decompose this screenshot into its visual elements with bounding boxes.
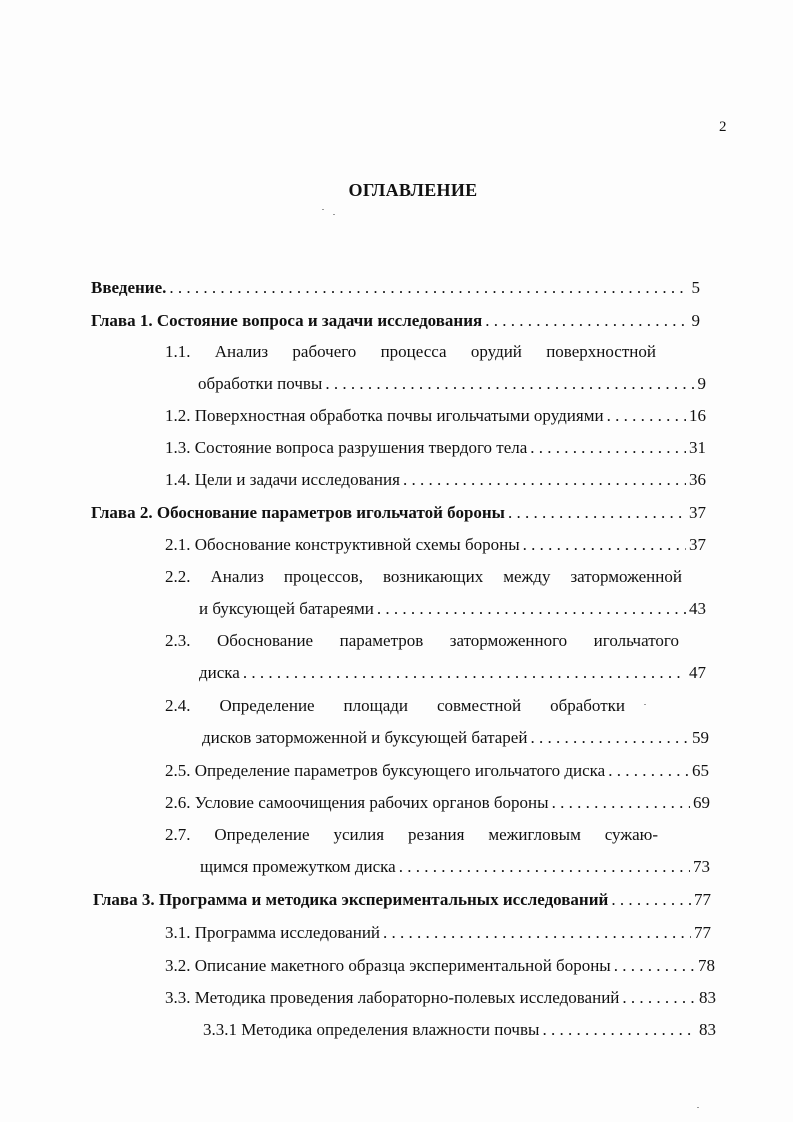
entry-page: 9 — [697, 374, 706, 393]
toc-entry-2-7-line1[interactable] — [165, 824, 658, 846]
entry-text: 3.3. Методика проведения лабораторно-полевых исследований — [165, 988, 620, 1007]
entry-page: 37 — [689, 535, 706, 554]
toc-entry-1-4[interactable] — [165, 469, 706, 491]
dot-leader — [383, 922, 691, 944]
entry-num: 1.1. — [165, 342, 191, 361]
entry-text: 1.4. Цели и задачи исследования — [165, 470, 400, 489]
entry-text: Глава 3. Программа и методика экспериментальных исследований — [93, 890, 609, 909]
dot-leader — [622, 987, 696, 1009]
entry-page: 43 — [689, 599, 706, 618]
entry-page: 83 — [699, 1020, 716, 1039]
entry-word: сужаю- — [604, 825, 658, 844]
toc-entry-chapter-1[interactable] — [91, 310, 700, 332]
dot-leader — [377, 598, 686, 620]
scan-speck — [333, 214, 335, 215]
toc-entry-1-2[interactable] — [165, 405, 706, 427]
dot-leader — [614, 955, 695, 977]
toc-entry-2-1[interactable] — [165, 534, 706, 556]
toc-entry-2-2-line2[interactable] — [199, 598, 706, 620]
toc-entry-3-3[interactable] — [165, 987, 716, 1009]
dot-leader — [607, 405, 686, 427]
entry-page: 31 — [689, 438, 706, 457]
entry-page: 69 — [693, 793, 710, 812]
toc-entry-1-1-line2[interactable] — [198, 373, 706, 395]
dot-leader — [403, 469, 686, 491]
entry-page: 36 — [689, 470, 706, 489]
dot-leader — [485, 310, 688, 332]
entry-word: параметров — [339, 631, 424, 650]
dot-leader — [399, 856, 690, 878]
entry-word: межигловым — [488, 825, 581, 844]
entry-word: Анализ — [214, 342, 269, 361]
entry-text: обработки почвы — [198, 374, 323, 393]
toc-entry-3-1[interactable] — [165, 922, 711, 944]
toc-entry-1-1-line1[interactable] — [165, 341, 656, 363]
entry-text: диска — [199, 663, 240, 682]
toc-title: ОГЛАВЛЕНИЕ — [348, 180, 478, 200]
entry-page: 37 — [689, 503, 706, 522]
toc-entry-2-5[interactable] — [165, 760, 709, 782]
toc-entry-1-3[interactable] — [165, 437, 706, 459]
toc-entry-2-7-line2[interactable] — [200, 856, 710, 878]
entry-text: 1.2. Поверхностная обработка почвы игольчатыми орудиями — [165, 406, 604, 425]
entry-word: площади — [343, 696, 409, 715]
toc-entry-2-4-line2[interactable] — [202, 727, 709, 749]
toc-entry-2-3-line1[interactable] — [165, 630, 679, 652]
dot-leader — [552, 792, 690, 814]
entry-page: 59 — [692, 728, 709, 747]
entry-word: обработки — [550, 696, 625, 715]
entry-page: 77 — [694, 890, 711, 909]
entry-text: 3.1. Программа исследований — [165, 923, 381, 942]
entry-word: орудий — [470, 342, 522, 361]
dot-leader — [611, 889, 691, 911]
toc-entry-2-2-line1[interactable] — [165, 566, 682, 588]
entry-word: Определение — [214, 825, 310, 844]
entry-word: процессов, — [283, 567, 363, 586]
entry-text: 3.2. Описание макетного образца экспериментальной бороны — [165, 956, 611, 975]
page-number: 2 — [719, 119, 727, 135]
entry-text: 2.5. Определение параметров буксующего игольчатого диска — [165, 761, 606, 780]
scan-speck — [697, 1107, 699, 1108]
entry-page: 9 — [691, 311, 700, 330]
entry-num: 2.4. — [165, 696, 191, 715]
dot-leader — [508, 502, 686, 524]
entry-word: совместной — [436, 696, 522, 715]
dot-leader — [542, 1019, 696, 1041]
entry-text: 3.3.1 Методика определения влажности почвы — [203, 1020, 540, 1039]
toc-entry-2-3-line2[interactable] — [199, 662, 706, 684]
toc-entry-2-6[interactable] — [165, 792, 710, 814]
entry-page: 5 — [691, 278, 700, 297]
entry-page: 77 — [694, 923, 711, 942]
entry-word: поверхностной — [546, 342, 656, 361]
toc-entry-2-4-line1[interactable] — [165, 695, 625, 717]
entry-word: Определение — [219, 696, 315, 715]
entry-word: Анализ — [210, 567, 264, 586]
entry-word: между — [503, 567, 551, 586]
dot-leader — [530, 727, 689, 749]
toc-entry-3-2[interactable] — [165, 955, 715, 977]
dot-leader — [325, 373, 694, 395]
entry-num: 2.7. — [165, 825, 191, 844]
scan-speck — [322, 209, 324, 210]
scan-speck — [644, 704, 646, 705]
entry-num: 2.2. — [165, 567, 191, 586]
entry-text: 2.1. Обоснование конструктивной схемы бороны — [165, 535, 520, 554]
entry-text: Глава 2. Обоснование параметров игольчатой бороны — [91, 503, 505, 522]
dot-leader — [523, 534, 686, 556]
entry-text: 2.6. Условие самоочищения рабочих органов бороны — [165, 793, 549, 812]
entry-text: дисков заторможенной и буксующей батарей — [202, 728, 528, 747]
entry-page: 65 — [692, 761, 709, 780]
entry-num: 2.3. — [165, 631, 191, 650]
entry-page: 83 — [699, 988, 716, 1007]
entry-word: Обоснование — [217, 631, 314, 650]
entry-page: 73 — [693, 857, 710, 876]
entry-word: процесса — [380, 342, 447, 361]
toc-entry-3-3-1[interactable] — [203, 1019, 716, 1041]
entry-page: 78 — [698, 956, 715, 975]
entry-text: щимся промежутком диска — [200, 857, 396, 876]
toc-entry-chapter-2[interactable] — [91, 502, 706, 524]
entry-text: 1.3. Состояние вопроса разрушения твердого тела — [165, 438, 528, 457]
entry-text: Глава 1. Состояние вопроса и задачи исследования — [91, 311, 483, 330]
entry-word: заторможенного — [449, 631, 568, 650]
dot-leader — [243, 662, 686, 684]
entry-word: рабочего — [292, 342, 357, 361]
entry-text: Введение. — [91, 278, 167, 297]
dot-leader — [169, 277, 688, 299]
entry-text: и буксующей батареями — [199, 599, 374, 618]
entry-page: 47 — [689, 663, 706, 682]
dot-leader — [530, 437, 686, 459]
entry-word: резания — [407, 825, 465, 844]
toc-entry-intro[interactable] — [91, 277, 700, 299]
entry-word: игольчатого — [593, 631, 679, 650]
dot-leader — [608, 760, 689, 782]
entry-page: 16 — [689, 406, 706, 425]
entry-word: возникающих — [382, 567, 484, 586]
toc-entry-chapter-3[interactable] — [93, 889, 711, 911]
entry-word: заторможенной — [570, 567, 682, 586]
entry-word: усилия — [333, 825, 385, 844]
